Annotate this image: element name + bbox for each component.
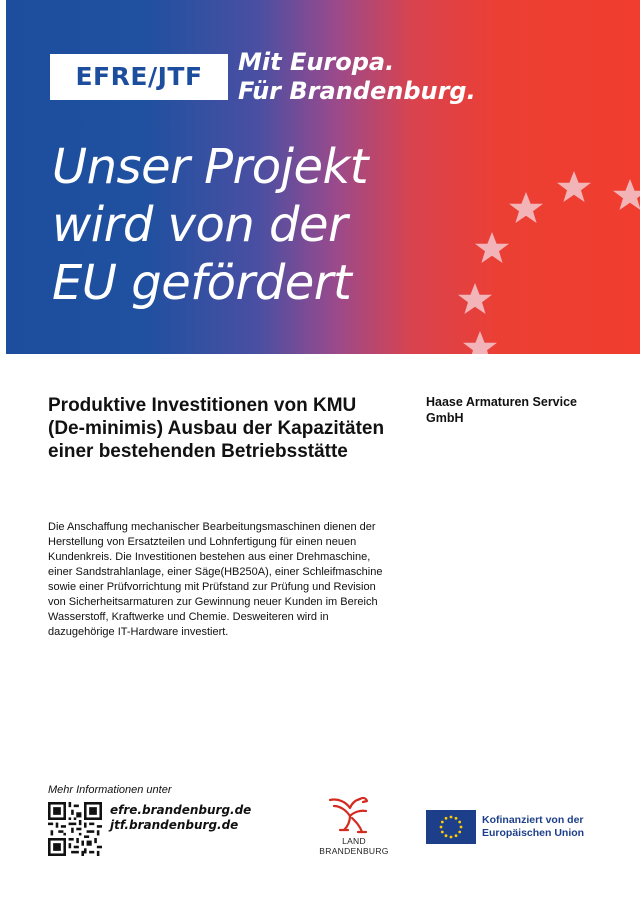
more-info-label: Mehr Informationen unter [48,784,172,796]
tagline-line-1: Mit Europa. [238,48,395,76]
headline-line-2: wird von der [52,197,348,253]
eu-flag-icon [426,810,476,844]
hero-banner [6,0,640,354]
land-line-1: LAND [342,836,366,846]
link-jtf[interactable]: jtf.brandenburg.de [110,818,239,832]
qr-code-icon[interactable] [48,802,102,856]
eu-line-2: Europäischen Union [482,827,585,839]
land-brandenburg-logo [312,794,396,860]
red-eagle-icon [326,794,382,836]
project-description: Die Anschaffung mechanischer Bearbeitungsmaschinen dienen der Herstellung von Ersatzteilen und Lohnfertigung für einen neuen Kundenkreis. Die Investitionen bestehen aus einer Drehmaschine, einer Sandstrahlanlage, einer Säge(HB250A), einer Schleifmaschine sowie einer Prüfvorrichtung mit Prüfstand zur Prüfung und Revision von Sicherheitsarmaturen zur Gewinnung neuer Kunden im Bereich Wasserstoff, Kraftwerke und Chemie. Desweiteren wird in dazugehörige IT-Hardware investiert. [48,521,383,638]
eu-cofinancing-text [482,814,584,840]
tagline-line-2: Für Brandenburg. [238,77,476,105]
brand-tagline [238,48,476,106]
beneficiary-name: Haase Armaturen Service GmbH [426,395,578,425]
efre-jtf-badge: EFRE/JTF [50,54,228,100]
project-title: Produktive Investitionen von KMU (De-minimis) Ausbau der Kapazitäten einer bestehenden Betriebsstätte [48,395,385,462]
hero-headline [52,138,368,312]
land-brandenburg-text [312,836,396,856]
eu-line-1: Kofinanziert von der [482,814,584,826]
headline-line-1: Unser Projekt [52,139,369,195]
info-links [110,803,251,833]
headline-line-3: EU gefördert [52,255,352,311]
land-line-2: BRANDENBURG [319,846,389,856]
eu-cofinancing-logo [426,810,616,846]
link-efre[interactable]: efre.brandenburg.de [110,803,252,817]
